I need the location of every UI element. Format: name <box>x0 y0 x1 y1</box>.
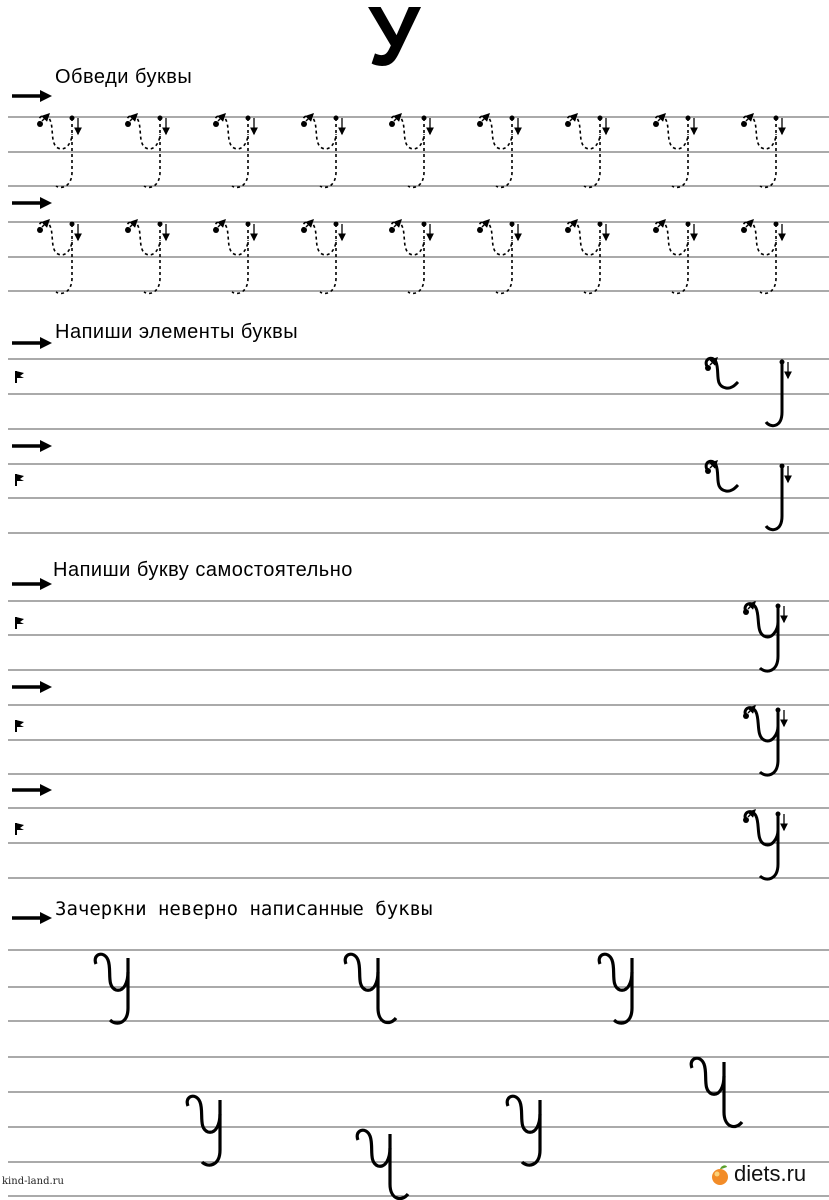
trace-lines <box>8 117 829 291</box>
arrow-right-icon <box>12 90 52 102</box>
flag-icon <box>16 720 24 732</box>
watermark-left: kind-land.ru <box>2 1176 64 1187</box>
arrow-right-icon <box>12 784 52 796</box>
elements-lines <box>8 359 829 533</box>
flag-icon <box>16 823 24 835</box>
flag-icon <box>16 371 24 383</box>
trace-row-1 <box>37 114 782 187</box>
flag-icon <box>16 474 24 486</box>
arrow-right-icon <box>12 440 52 452</box>
site-logo <box>734 1161 806 1187</box>
site-logo-text: diets.ru <box>734 1161 807 1186</box>
arrow-right-icon <box>12 681 52 693</box>
page-title-letter: У <box>368 0 421 83</box>
section-heading-self: Напиши букву самостоятельно <box>53 559 353 581</box>
section-heading-elements: Напиши элементы буквы <box>55 321 299 343</box>
apple-icon <box>712 1165 728 1185</box>
arrow-right-icon <box>12 912 52 924</box>
arrow-right-icon <box>12 337 52 349</box>
section-heading-cross-out: Зачеркни неверно написанные буквы <box>55 898 433 920</box>
section-heading-trace: Обведи буквы <box>55 66 193 88</box>
flag-icon <box>16 617 24 629</box>
arrow-right-icon <box>12 197 52 209</box>
arrow-right-icon <box>12 578 52 590</box>
self-lines <box>8 601 829 878</box>
